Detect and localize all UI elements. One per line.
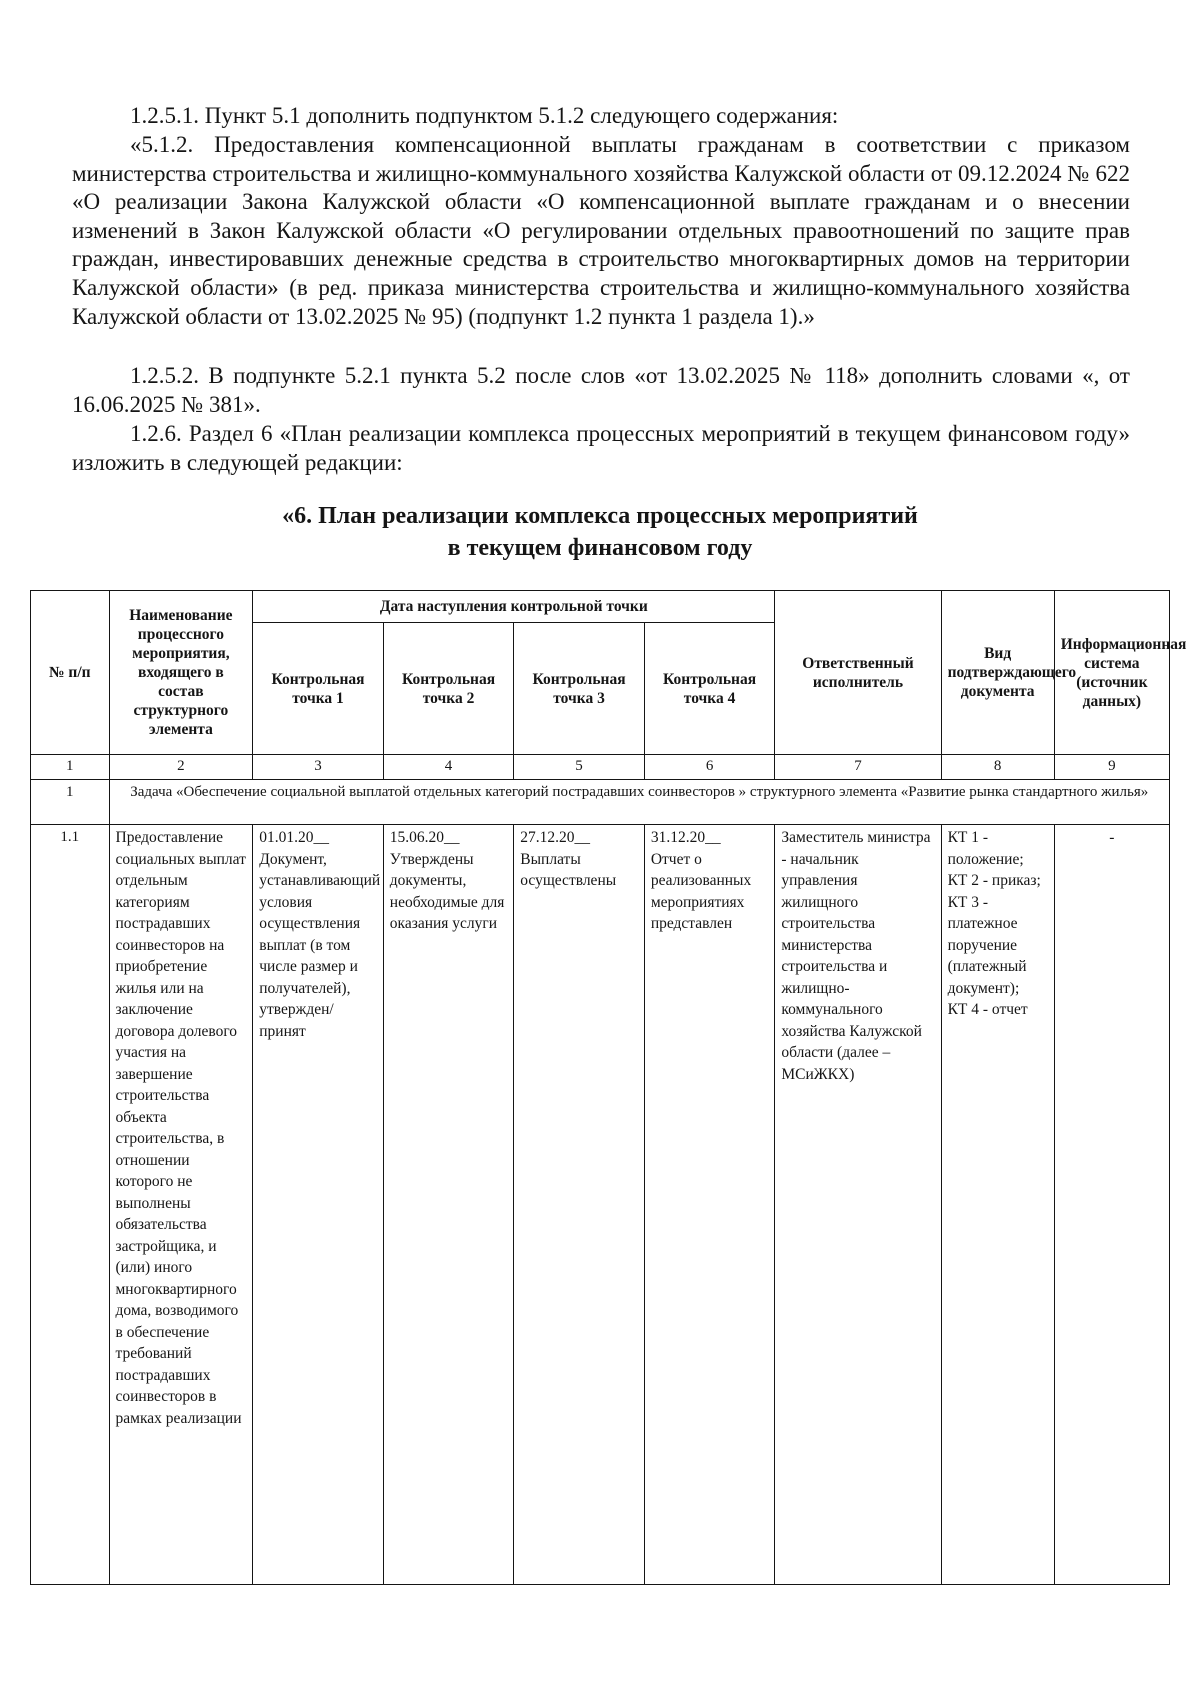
- paragraph-1-2-5-1: [72, 102, 1130, 131]
- column-number: 7: [775, 755, 941, 780]
- column-number: 8: [941, 755, 1054, 780]
- row-cp1: 01.01.20__ Документ, устанавливающий условия осуществления выплат (в том числе размер и получателей), утвержден/ принят: [253, 825, 384, 1585]
- row-cp2: 15.06.20__ Утверждены документы, необходимые для оказания услуги: [383, 825, 514, 1585]
- header-doc-type: Вид подтверждающего документа: [941, 591, 1054, 755]
- column-number: 5: [514, 755, 645, 780]
- header-cp1: Контрольная точка 1: [253, 623, 384, 755]
- task-num: 1: [31, 780, 110, 825]
- row-responsible: Заместитель министра - начальник управления жилищного строительства министерства строительства и жилищно-коммунального хозяйства Калужской области (далее – МСиЖКХ): [775, 825, 941, 1585]
- table-header-row-1: [31, 591, 1170, 623]
- paragraph-1-2-5-2: [72, 362, 1130, 419]
- row-info-system: -: [1054, 825, 1169, 1585]
- paragraph-5-1-2: [72, 131, 1130, 331]
- section-title-line-1: «6. План реализации комплекса процессных мероприятий: [282, 503, 918, 529]
- header-cp3: Контрольная точка 3: [514, 623, 645, 755]
- task-text: Задача «Обеспечение социальной выплатой отдельных категорий пострадавших соинвесторов » структурного элемента «Развитие рынка стандартного жилья»: [109, 780, 1170, 825]
- section-title-line-2: в текущем финансовом году: [447, 535, 753, 561]
- header-responsible: Ответственный исполнитель: [775, 591, 941, 755]
- paragraph-text: 1.2.6. Раздел 6 «План реализации комплекса процессных мероприятий в текущем финансовом году» изложить в следующей редакции:: [72, 421, 1130, 475]
- header-num: № п/п: [31, 591, 110, 755]
- header-name: Наименование процессного мероприятия, входящего в состав структурного элемента: [109, 591, 253, 755]
- table-row: [31, 825, 1170, 1585]
- task-row: [31, 780, 1170, 825]
- header-dates-group: Дата наступления контрольной точки: [253, 591, 775, 623]
- implementation-plan-table: [30, 590, 1187, 1585]
- column-number: 2: [109, 755, 253, 780]
- paragraph-text: 1.2.5.2. В подпункте 5.2.1 пункта 5.2 после слов «от 13.02.2025 № 118» дополнить словами «, от 16.06.2025 № 381».: [72, 363, 1130, 417]
- row-num: 1.1: [31, 825, 110, 1585]
- column-number: 9: [1054, 755, 1169, 780]
- row-cp3: 27.12.20__ Выплаты осуществлены: [514, 825, 645, 1585]
- column-number: 4: [383, 755, 514, 780]
- header-cp4: Контрольная точка 4: [644, 623, 775, 755]
- column-numbers-row: [31, 755, 1170, 780]
- paragraph-text: «5.1.2. Предоставления компенсационной выплаты гражданам в соответствии с приказом министерства строительства и жилищно-коммунального хозяйства Калужской области от 09.12.2024 № 622 «О реализации Закона Калужской области «О компенсационной выплате гражданам и о внесении изменений в Закон Калужской области «О регулировании отдельных правоотношений по защите прав граждан, инвестировавших денежные средства в строительство многоквартирных домов на территории Калужской области» (в ред. приказа министерства строительства и жилищно-коммунального хозяйства Калужской области от 13.02.2025 № 95) (подпункт 1.2 пункта 1 раздела 1).»: [72, 132, 1130, 329]
- row-doc-type: КТ 1 - положение; КТ 2 - приказ; КТ 3 - платежное поручение (платежный документ); КТ 4 - отчет: [941, 825, 1054, 1585]
- header-info-system: Информационная система (источник данных): [1054, 591, 1169, 755]
- paragraph-1-2-6: [72, 420, 1130, 477]
- row-cp4: 31.12.20__ Отчет о реализованных мероприятиях представлен: [644, 825, 775, 1585]
- column-number: 1: [31, 755, 110, 780]
- column-number: 3: [253, 755, 384, 780]
- section-title: [80, 500, 1120, 564]
- header-cp2: Контрольная точка 2: [383, 623, 514, 755]
- paragraph-text: 1.2.5.1. Пункт 5.1 дополнить подпунктом 5.1.2 следующего содержания:: [130, 103, 839, 128]
- row-event-name: Предоставление социальных выплат отдельным категориям пострадавших соинвесторов на приобретение жилья или на заключение договора долевого участия на завершение строительства объекта строительства, в отношении которого не выполнены обязательства застройщика, и (или) иного многоквартирного дома, возводимого в обеспечение требований пострадавших соинвесторов в рамках реализации: [109, 825, 253, 1585]
- column-number: 6: [644, 755, 775, 780]
